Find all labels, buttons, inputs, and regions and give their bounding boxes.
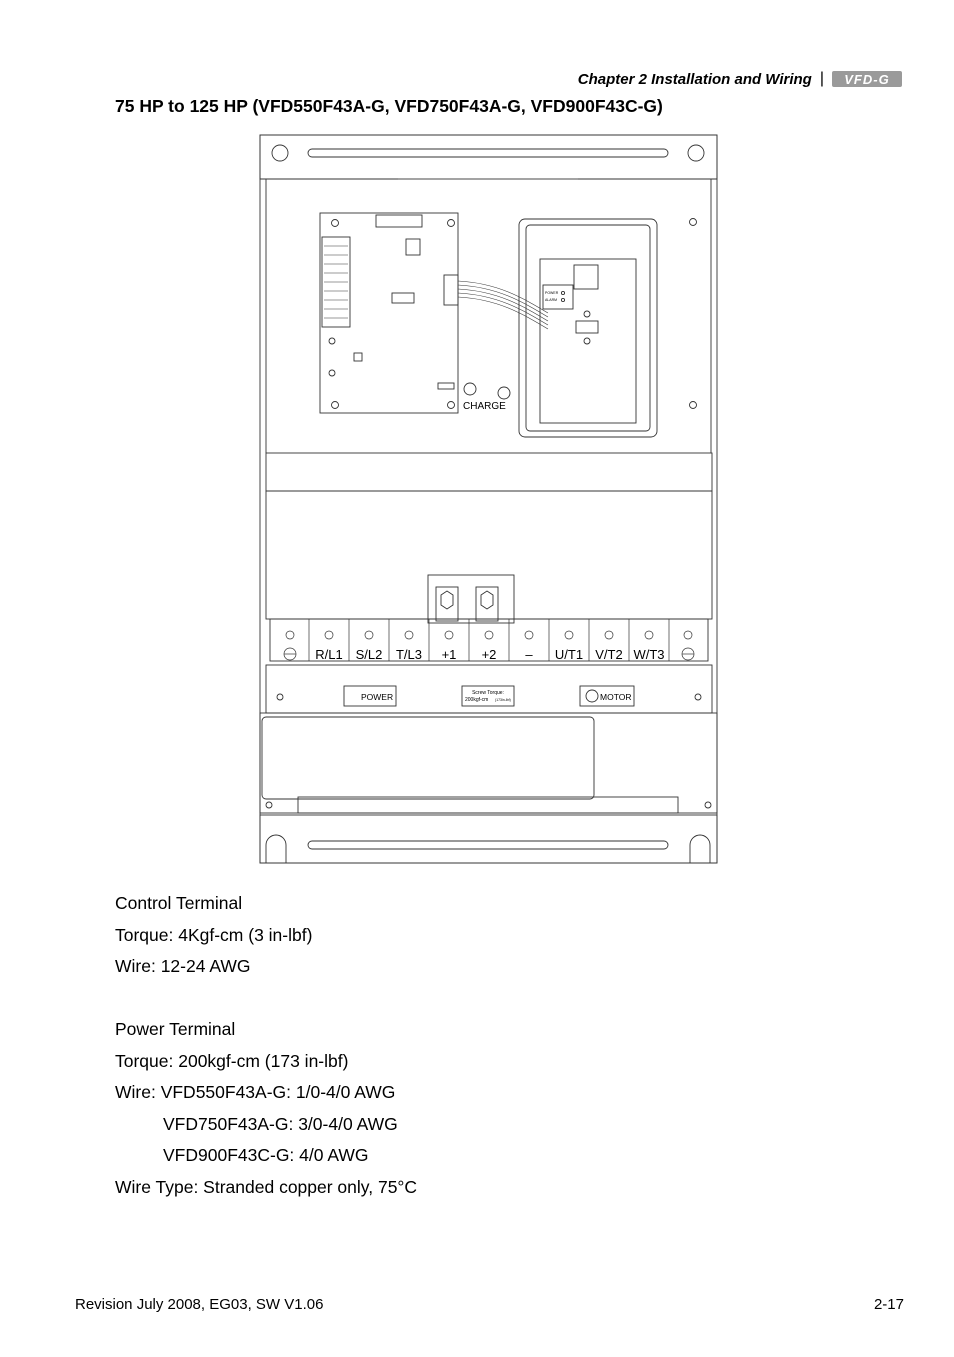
power-terminal-heading: Power Terminal [115,1019,236,1039]
power-terminal-wire-1: Wire: VFD550F43A-G: 1/0-4/0 AWG [115,1082,396,1102]
power-terminal-wire-type: Wire Type: Stranded copper only, 75°C [115,1176,418,1197]
header-separator: | [819,70,824,87]
screw-torque-line1: Screw Torque: [472,690,504,696]
chapter-title: Chapter 2 Installation and Wiring [577,70,812,88]
keypad-power-label: POWER [545,291,559,295]
page-header [578,70,902,88]
vfd-g-logo: VFD-G [832,71,902,87]
terminal-label-w-t3: W/T3 [633,647,665,662]
keypad-alarm-label: ALARM [545,298,558,302]
terminal-label-v-t2: V/T2 [595,647,623,662]
spacer [115,983,417,1015]
terminal-specifications [115,888,417,1203]
terminal-label-r-l1: R/L1 [315,647,343,662]
power-terminal-wire-2: VFD750F43A-G: 3/0-4/0 AWG [163,1113,398,1134]
control-terminal-wire: Wire: 12-24 AWG [115,956,251,976]
terminal-label-s-l2: S/L2 [355,647,383,662]
control-terminal-torque: Torque: 4Kgf-cm (3 in-lbf) [115,924,313,945]
power-label: POWER [361,692,394,702]
motor-label: MOTOR [600,692,632,702]
footer-revision: Revision July 2008, EG03, SW V1.06 [75,1296,324,1313]
control-terminal-heading: Control Terminal [115,893,243,913]
terminal-label-t-l3: T/L3 [395,647,423,662]
power-terminal-torque: Torque: 200kgf-cm (173 in-lbf) [115,1050,349,1071]
charge-label: CHARGE [463,401,506,412]
page-number: 2-17 [873,1296,904,1313]
terminal-label-minus: – [525,647,533,662]
terminal-label-plus2: +2 [481,647,497,662]
terminal-label-u-t1: U/T1 [554,647,584,662]
section-title: 75 HP to 125 HP (VFD550F43A-G, VFD750F43A-G, VFD900F43C-G) [115,96,663,116]
screw-torque-line3: (173in-lbf) [495,698,511,702]
power-terminal-wire-3: VFD900F43C-G: 4/0 AWG [163,1145,369,1165]
terminal-label-plus1: +1 [441,647,457,662]
drive-wiring-drawing [258,133,720,872]
screw-torque-line2: 200kgf-cm [465,697,489,703]
